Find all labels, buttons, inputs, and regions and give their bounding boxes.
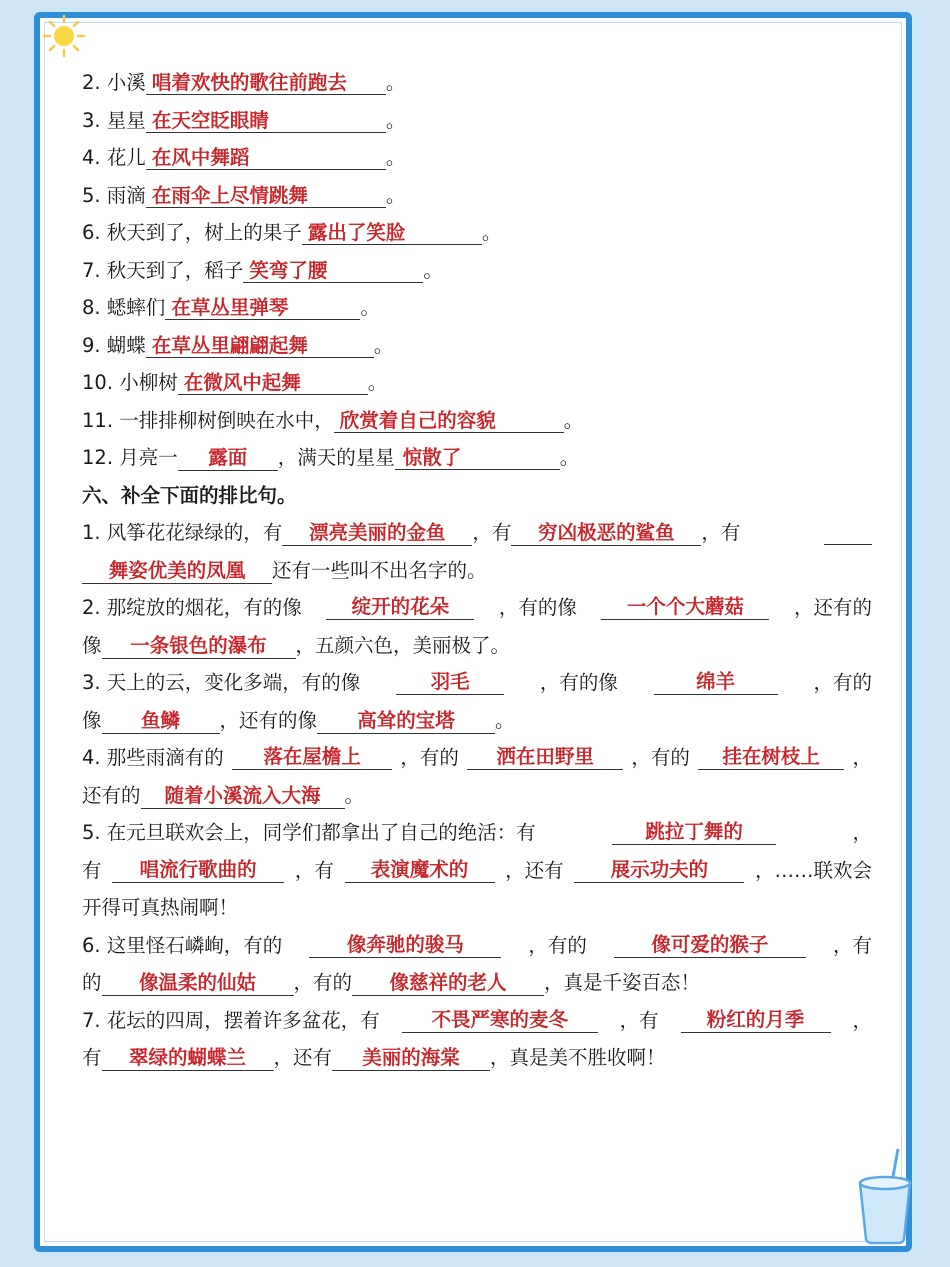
answer-text: 洒在田野里 xyxy=(496,745,594,769)
answer-text: 穷凶极恶的鲨鱼 xyxy=(538,521,675,544)
answer-text: 表演魔术的 xyxy=(370,857,469,881)
parallel-6-line-1 xyxy=(82,927,872,965)
answer-text: 漂亮美丽的金鱼 xyxy=(309,521,446,544)
answer-blank xyxy=(165,296,360,320)
question-text: ，有的像 xyxy=(498,596,577,619)
question-text: 6. 秋天到了，树上的果子 xyxy=(82,221,302,244)
answer-blank xyxy=(352,971,544,996)
question-text: 。 xyxy=(385,108,406,132)
answer-text: 露出了笑脸 xyxy=(307,221,406,244)
answer-blank xyxy=(681,1008,831,1033)
answer-blank xyxy=(102,971,294,996)
answer-text: 在天空眨眼睛 xyxy=(151,108,269,132)
answer-text: 一条银色的瀑布 xyxy=(130,633,267,657)
answer-text: 像可爱的猴子 xyxy=(651,932,769,956)
answer-blank xyxy=(146,334,374,358)
answer-blank xyxy=(395,446,560,470)
answer-text: 在草丛里翩翩起舞 xyxy=(151,333,308,357)
answer-text: 像温柔的仙姑 xyxy=(139,971,257,994)
answer-blank xyxy=(467,745,623,770)
question-text: 7. 花坛的四周，摆着许多盆花，有 xyxy=(82,1008,380,1032)
answer-blank xyxy=(178,371,368,395)
question-text: 2. 小溪 xyxy=(82,71,146,94)
simile-question xyxy=(82,64,872,102)
answer-blank xyxy=(102,634,296,659)
answer-blank xyxy=(614,933,806,958)
question-text: 。 xyxy=(481,221,502,244)
answer-text: 欣赏着自己的容貌 xyxy=(339,408,496,432)
answer-text: 高耸的宝塔 xyxy=(357,708,455,732)
parallel-2-line-2 xyxy=(82,627,872,665)
answer-text: 在风中舞蹈 xyxy=(151,146,250,169)
question-text: 11. 一排排柳树倒映在水中， xyxy=(82,408,334,432)
question-text: 有 xyxy=(82,1046,102,1069)
parallel-7-line-2 xyxy=(82,1039,872,1077)
question-text: ，有 xyxy=(701,521,741,544)
question-text: 。 xyxy=(385,146,406,169)
answer-text: 落在屋檐上 xyxy=(263,745,361,769)
question-text: 6. 这里怪石嶙峋，有的 xyxy=(82,933,283,957)
answer-text: 挂在树枝上 xyxy=(722,745,820,769)
answer-blank xyxy=(102,709,220,734)
answer-blank xyxy=(102,1046,274,1071)
question-text: 4. 花儿 xyxy=(82,146,146,169)
question-text: 。 xyxy=(373,333,394,357)
question-text: ，有 xyxy=(832,933,872,957)
question-12 xyxy=(82,439,872,477)
question-text: 有 xyxy=(82,858,102,882)
answer-blank xyxy=(146,71,386,95)
simile-question xyxy=(82,139,872,177)
answer-blank xyxy=(601,595,769,620)
question-text: ， xyxy=(852,1008,872,1032)
answer-blank xyxy=(146,109,386,133)
question-text: 9. 蝴蝶 xyxy=(82,333,146,357)
question-text: 10. 小柳树 xyxy=(82,371,178,394)
question-text: 1. 风筝花花绿绿的，有 xyxy=(82,521,283,544)
parallel-4-line-1 xyxy=(82,739,872,777)
answer-blank xyxy=(326,595,474,620)
answer-blank xyxy=(146,146,386,170)
answer-blank xyxy=(402,1008,598,1033)
answer-text: 像奔驰的骏马 xyxy=(346,932,464,956)
drink-cup-icon xyxy=(852,1145,918,1245)
simile-question xyxy=(82,402,872,440)
answer-blank xyxy=(698,745,844,770)
parallel-3-line-2 xyxy=(82,702,872,740)
parallel-6-line-2 xyxy=(82,964,872,1002)
question-text: 。 xyxy=(344,783,365,807)
question-text: 12. 月亮一 xyxy=(82,446,178,469)
question-text: 的 xyxy=(82,971,102,994)
question-text: 。 xyxy=(367,371,388,394)
question-text: ，还有的 xyxy=(793,596,872,619)
answer-text: 像慈祥的老人 xyxy=(389,971,507,994)
simile-question xyxy=(82,289,872,327)
question-text: 3. 星星 xyxy=(82,108,146,132)
answer-text: 一个个大蘑菇 xyxy=(626,595,744,619)
answer-blank xyxy=(574,858,744,883)
answer-text: 唱着欢快的歌往前跑去 xyxy=(151,71,347,94)
question-text: ，有 xyxy=(294,858,334,882)
answer-text: 美丽的海棠 xyxy=(362,1046,460,1069)
question-text: 7. 秋天到了，稻子 xyxy=(82,258,244,282)
answer-text: 展示功夫的 xyxy=(610,857,709,881)
question-text: 像 xyxy=(82,633,102,657)
simile-question xyxy=(82,364,872,402)
question-text: ，有的像 xyxy=(539,671,618,694)
question-text: 像 xyxy=(82,708,102,732)
answer-text: 在雨伞上尽情跳舞 xyxy=(151,183,308,207)
answer-text: 鱼鳞 xyxy=(141,708,181,732)
question-text: ，有的 xyxy=(400,746,459,769)
question-text: ，有的 xyxy=(631,746,690,769)
answer-blank xyxy=(146,184,386,208)
question-text: ，真是美不胜收啊！ xyxy=(490,1046,666,1069)
parallel-2-line-1 xyxy=(82,589,872,627)
question-text: 。 xyxy=(385,71,406,94)
answer-text: 露面 xyxy=(208,446,248,469)
answer-blank xyxy=(317,709,495,734)
answer-text: 舞姿优美的凤凰 xyxy=(108,558,246,582)
question-text: ，……联欢会 xyxy=(754,858,872,882)
answer-blank xyxy=(243,259,423,283)
simile-question xyxy=(82,252,872,290)
answer-blank xyxy=(345,858,495,883)
question-text: 4. 那些雨滴有的 xyxy=(82,746,224,769)
simile-question xyxy=(82,177,872,215)
question-text: ，还有 xyxy=(273,1046,333,1069)
question-text: ，真是千姿百态！ xyxy=(544,971,701,994)
answer-text: 跳拉丁舞的 xyxy=(645,820,743,844)
answer-blank xyxy=(334,409,564,433)
question-text: 3. 天上的云，变化多端，有的像 xyxy=(82,671,361,694)
question-text: ，满天的星星 xyxy=(277,446,395,469)
answer-blank xyxy=(112,858,284,883)
question-text: ，有 xyxy=(619,1008,659,1032)
answer-blank xyxy=(396,670,504,695)
simile-question xyxy=(82,102,872,140)
question-text: ，有的 xyxy=(528,933,587,957)
question-text: 。 xyxy=(385,183,406,207)
answer-text: 羽毛 xyxy=(430,670,470,694)
question-text: 还有的 xyxy=(82,783,141,807)
answer-blank xyxy=(282,521,472,546)
question-text: 8. 蟋蟀们 xyxy=(82,296,166,319)
question-text: 还有一些叫不出名字的。 xyxy=(272,558,487,582)
question-text: 。 xyxy=(423,258,443,282)
parallel-5-line-1 xyxy=(82,814,872,852)
answer-blank xyxy=(141,784,345,809)
answer-text: 绵羊 xyxy=(696,670,736,694)
worksheet-content xyxy=(82,64,872,1077)
question-text: 。 xyxy=(563,408,584,432)
answer-text: 翠绿的蝴蝶兰 xyxy=(129,1046,247,1069)
parallel-3-line-1 xyxy=(82,664,872,702)
answer-text: 不畏严寒的麦冬 xyxy=(431,1007,568,1031)
question-text: ，还有 xyxy=(505,858,564,882)
answer-blank xyxy=(612,820,776,845)
answer-text: 惊散了 xyxy=(402,446,462,469)
question-text: 。 xyxy=(495,708,515,732)
parallel-1-line-2 xyxy=(82,552,872,590)
answer-text: 唱流行歌曲的 xyxy=(139,857,257,881)
question-text: ，还有的像 xyxy=(219,708,318,732)
parallel-7-line-1 xyxy=(82,1002,872,1040)
simile-list xyxy=(82,64,872,439)
answer-blank xyxy=(302,221,482,245)
simile-question xyxy=(82,327,872,365)
section-title: 六、补全下面的排比句。 xyxy=(82,483,297,507)
parallel-4-line-2 xyxy=(82,777,872,815)
answer-text: 在草丛里弹琴 xyxy=(171,296,289,319)
question-text: 5. 在元旦联欢会上，同学们都拿出了自己的绝活：有 xyxy=(82,821,536,844)
answer-text: 笑弯了腰 xyxy=(249,258,328,282)
parallel-1-line-1 xyxy=(82,514,872,552)
question-text: ，有 xyxy=(472,521,512,544)
answer-blank xyxy=(511,521,701,546)
answer-blank xyxy=(178,446,278,471)
answer-text: 粉红的月季 xyxy=(706,1007,805,1031)
answer-text: 在微风中起舞 xyxy=(183,371,301,394)
parallel-5-line-3 xyxy=(82,889,872,927)
question-text: ， xyxy=(852,821,872,844)
question-text: 5. 雨滴 xyxy=(82,183,146,207)
sun-icon xyxy=(42,14,86,58)
answer-blank xyxy=(332,1046,490,1071)
question-text: ，五颜六色，美丽极了。 xyxy=(295,633,511,657)
question-text: 。 xyxy=(559,446,580,469)
parallel-5-line-2 xyxy=(82,852,872,890)
answer-blank xyxy=(232,745,392,770)
simile-question xyxy=(82,214,872,252)
question-text: 。 xyxy=(360,296,380,319)
question-text: ， xyxy=(852,746,872,769)
answer-text: 随着小溪流入大海 xyxy=(164,783,321,807)
answer-blank xyxy=(824,520,872,545)
question-text: ，有的 xyxy=(293,971,353,994)
answer-blank xyxy=(309,933,501,958)
answer-text: 绽开的花朵 xyxy=(351,595,450,619)
answer-blank xyxy=(82,559,272,584)
question-text: 2. 那绽放的烟花，有的像 xyxy=(82,596,302,619)
question-text: 开得可真热闹啊！ xyxy=(82,896,239,919)
answer-blank xyxy=(654,670,778,695)
question-text: ，有的 xyxy=(813,671,872,694)
